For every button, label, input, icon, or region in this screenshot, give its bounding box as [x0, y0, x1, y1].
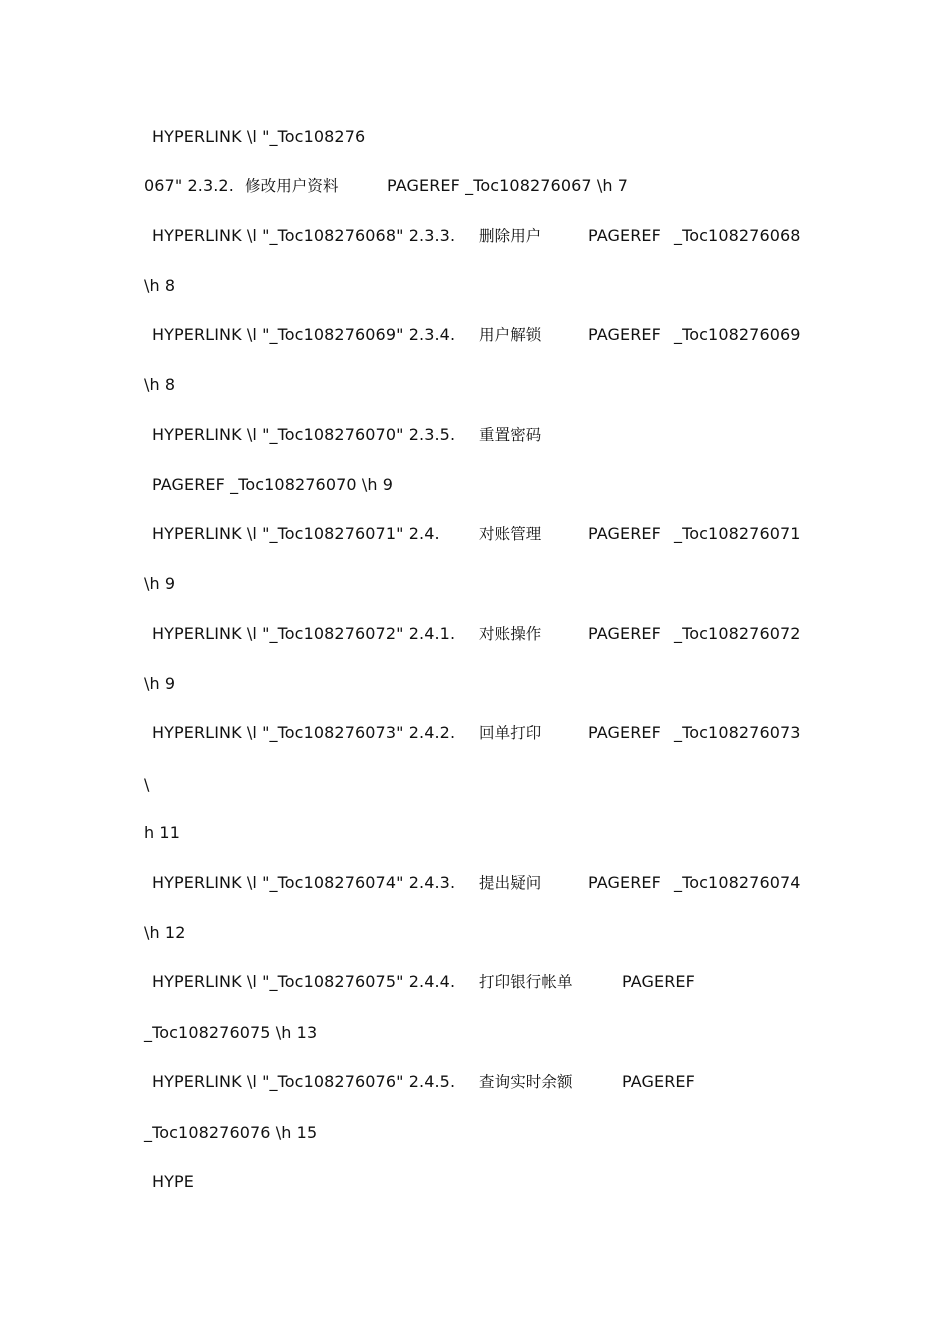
toc-entry-number: 067" 2.3.2.	[144, 176, 234, 195]
toc-line-2	[0, 174, 629, 198]
pageref-page-number: h 11	[144, 823, 180, 842]
toc-entry-title: 打印银行帐单	[479, 973, 573, 991]
pageref-bookmark: _Toc108276068	[674, 226, 801, 245]
toc-line-1	[0, 125, 366, 149]
pageref-label: PAGEREF	[588, 624, 661, 643]
pageref-page-number: \h 12	[144, 923, 186, 942]
pageref-page-number: \h 9	[144, 674, 176, 693]
toc-entry-title: 查询实时余额	[479, 1073, 573, 1091]
toc-line-6	[0, 373, 176, 397]
toc-entry-title: 重置密码	[479, 426, 542, 444]
hyperlink-field-code: HYPERLINK \l "_Toc108276073" 2.4.2.	[152, 723, 456, 742]
toc-entry-title: 用户解锁	[479, 326, 542, 344]
toc-line-19	[0, 1021, 318, 1045]
toc-line-13	[0, 721, 801, 745]
toc-entry-title: 删除用户	[479, 227, 542, 245]
pageref-bookmark: _Toc108276076 \h 15	[144, 1123, 318, 1142]
pageref-label: PAGEREF	[588, 723, 661, 742]
hyperlink-field-code: HYPERLINK \l "_Toc108276068" 2.3.3.	[152, 226, 456, 245]
toc-line-15	[0, 821, 180, 845]
toc-line-12	[0, 672, 176, 696]
toc-line-7	[0, 423, 542, 447]
toc-line-18	[0, 970, 695, 994]
pageref-page-number: \h 8	[144, 276, 176, 295]
pageref-label: PAGEREF	[622, 972, 695, 991]
pageref-field-code: PAGEREF _Toc108276070 \h 9	[152, 475, 394, 494]
pageref-bookmark: _Toc108276069	[674, 325, 801, 344]
toc-line-11	[0, 622, 801, 646]
pageref-label: PAGEREF	[622, 1072, 695, 1091]
toc-line-9	[0, 522, 801, 546]
pageref-label: PAGEREF	[588, 226, 661, 245]
toc-line-10	[0, 572, 176, 596]
pageref-bookmark: _Toc108276071	[674, 524, 801, 543]
toc-entry-title: 提出疑问	[479, 874, 542, 892]
toc-entry-title: 修改用户资料	[245, 177, 339, 195]
toc-line-16	[0, 871, 801, 895]
hyperlink-field-code: HYPERLINK \l "_Toc108276076" 2.4.5.	[152, 1072, 456, 1091]
hyperlink-field-code: HYPERLINK \l "_Toc108276075" 2.4.4.	[152, 972, 456, 991]
toc-entry-title: 对账操作	[479, 625, 542, 643]
pageref-field-code: PAGEREF _Toc108276067 \h 7	[387, 176, 629, 195]
pageref-bookmark: _Toc108276072	[674, 624, 801, 643]
hyperlink-field-code: HYPERLINK \l "_Toc108276070" 2.3.5.	[152, 425, 456, 444]
toc-line-4	[0, 274, 176, 298]
hyperlink-field-code: HYPERLINK \l "_Toc108276071" 2.4.	[152, 524, 440, 543]
hyperlink-field-code: HYPERLINK \l "_Toc108276072" 2.4.1.	[152, 624, 456, 643]
toc-line-8	[0, 473, 394, 497]
toc-entry-title: 对账管理	[479, 525, 542, 543]
toc-line-17	[0, 921, 186, 945]
pageref-label: PAGEREF	[588, 873, 661, 892]
toc-line-3	[0, 224, 801, 248]
hyperlink-field-code: HYPERLINK \l "_Toc108276069" 2.3.4.	[152, 325, 456, 344]
hyperlink-field-code: HYPERLINK \l "_Toc108276074" 2.4.3.	[152, 873, 456, 892]
hyperlink-field-code: HYPERLINK \l "_Toc108276	[152, 127, 366, 146]
toc-line-5	[0, 323, 801, 347]
toc-line-14	[0, 773, 150, 797]
pageref-label: PAGEREF	[588, 524, 661, 543]
hyperlink-field-code-fragment: HYPE	[152, 1172, 194, 1191]
pageref-bookmark: _Toc108276073	[674, 723, 801, 742]
toc-line-22	[0, 1170, 194, 1194]
pageref-page-number: \h 8	[144, 375, 176, 394]
toc-line-20	[0, 1070, 695, 1094]
pageref-page-number: \h 9	[144, 574, 176, 593]
toc-line-21	[0, 1121, 318, 1145]
toc-entry-title: 回单打印	[479, 724, 542, 742]
pageref-label: PAGEREF	[588, 325, 661, 344]
field-switch-backslash: \	[144, 775, 150, 794]
pageref-bookmark: _Toc108276075 \h 13	[144, 1023, 318, 1042]
pageref-bookmark: _Toc108276074	[674, 873, 801, 892]
